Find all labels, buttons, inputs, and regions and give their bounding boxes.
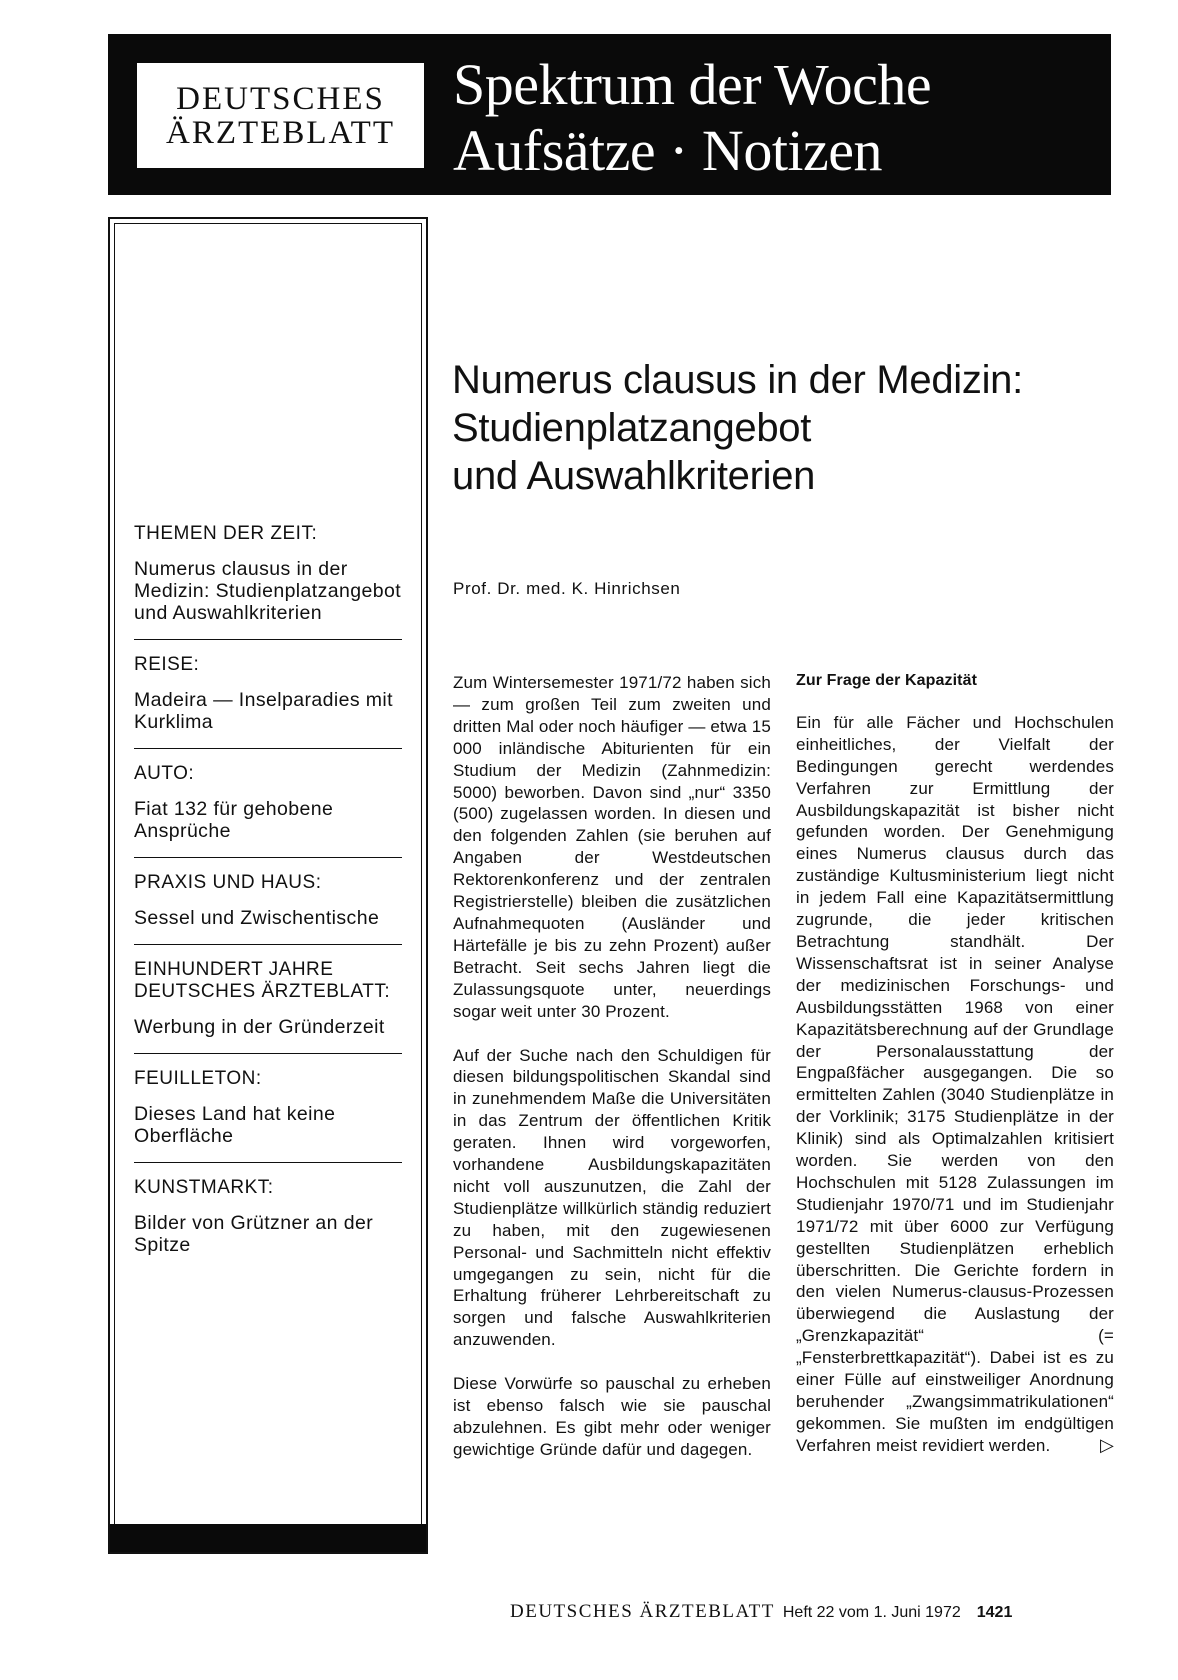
journal-logo bbox=[137, 63, 424, 168]
section-title bbox=[453, 52, 931, 184]
toc-section[interactable] bbox=[134, 959, 404, 1054]
paragraph bbox=[796, 712, 1114, 1457]
toc-text: Numerus clausus in der Medizin: Studienplatzangebot und Auswahlkriterien bbox=[134, 558, 402, 624]
toc-text: Sessel und Zwischentische bbox=[134, 907, 380, 929]
toc-heading: PRAXIS UND HAUS: bbox=[134, 872, 322, 893]
toc-section[interactable] bbox=[134, 872, 404, 945]
article-title-line-1: Numerus clausus in der Medizin: bbox=[452, 358, 1023, 402]
paragraph: Zum Wintersemester 1971/72 haben sich — zum großen Teil zum zweiten und dritten Mal oder noch häufiger — etwa 15 000 inländische Abiturienten für ein Studium der Medizin (Zahnmedizin: 5000) beworben. Davon sind „nur“ 3350 (500) zugelassen worden. In diesen und den folgenden Zahlen (sie beruhen auf Angaben der Westdeutschen Rektorenkonferenz und der zentralen Registrierstelle) bleiben die zusätzlichen Aufnahmequoten (Ausländer und Härtefälle je bis zu zehn Prozent) außer Betracht. Seit sechs Jahren liegt die Zulassungsquote unter, neuerdings sogar weit unter 30 Prozent. bbox=[453, 673, 771, 1021]
article-title-line-2: Studienplatzangebot bbox=[452, 406, 812, 450]
table-of-contents bbox=[134, 523, 404, 1286]
toc-section[interactable] bbox=[134, 1177, 404, 1272]
toc-heading: FEUILLETON: bbox=[134, 1068, 262, 1089]
toc-section[interactable] bbox=[134, 1068, 404, 1163]
continue-arrow-icon: ▷ bbox=[1100, 1434, 1114, 1455]
toc-text: Werbung in der Gründerzeit bbox=[134, 1016, 385, 1038]
article-author: Prof. Dr. med. K. Hinrichsen bbox=[453, 579, 681, 598]
page-number: 1421 bbox=[976, 1604, 1013, 1621]
paragraph-text: Ein für alle Fächer und Hochschulen einheitliches, der Vielfalt der Bedingungen gerecht werdendes Verfahren zur Ermittlung der Ausbildungskapazität ist bisher nicht gefunden worden. Der Genehmigung eines Numerus clausus durch das zuständige Kultusministerium liegt nicht in jedem Fall eine Kapazitätsermittlung zugrunde, die jeder kritischen Betrachtung standhält. Der Wissenschaftsrat ist in seiner Analyse der medizinischen Forschungs- und Ausbildungsstätten 1968 von einer Kapazitätsberechnung auf der Grundlage der Personalausstattung der Engpaßfächer ausgegangen. Die so ermittelten Zahlen (3040 Studienplätze in der Vorklinik; 3175 Studienplätze in der Klinik) sind als Optimalzahlen kritisiert worden. Sie werden von den Hochschulen mit 5128 Zulassungen im Studienjahr 1970/71 und im Studienjahr 1971/72 mit über 6000 zur Verfügung gestellten Studienplätzen erheblich überschritten. Die Gerichte fordern in den vielen Numerus-clausus-Prozessen überwiegend die Auslastung der „Grenzkapazität“ (= „Fensterbrettkapazität“). Dabei ist es zu einer Fülle auf einstweiliger Anordnung beruhender „Zwangsimmatrikulationen“ gekommen. Sie mußten im endgültigen Verfahren meist revidiert werden. bbox=[796, 712, 1114, 1455]
toc-text: Madeira — Inselparadies mit Kurklima bbox=[134, 689, 393, 733]
toc-heading: AUTO: bbox=[134, 763, 195, 784]
toc-section[interactable] bbox=[134, 763, 404, 858]
toc-heading: EINHUNDERT JAHRE DEUTSCHES ÄRZTEBLATT: bbox=[134, 959, 391, 1002]
toc-section[interactable] bbox=[134, 654, 404, 749]
footer-brand: DEUTSCHES ÄRZTEBLATT bbox=[510, 1601, 775, 1622]
toc-text: Fiat 132 für gehobene Ansprüche bbox=[134, 798, 334, 842]
toc-heading: KUNSTMARKT: bbox=[134, 1177, 274, 1198]
article-column-2 bbox=[796, 670, 1114, 1479]
toc-section[interactable] bbox=[134, 523, 404, 640]
page-footer bbox=[510, 1601, 1012, 1623]
footer-issue: Heft 22 vom 1. Juni 1972 bbox=[782, 1604, 961, 1621]
toc-heading: REISE: bbox=[134, 654, 200, 675]
toc-text: Dieses Land hat keine Oberfläche bbox=[134, 1103, 336, 1147]
subheading: Zur Frage der Kapazität bbox=[796, 672, 978, 689]
article-title bbox=[452, 356, 1112, 500]
article-title-line-3: und Auswahlkriterien bbox=[452, 454, 816, 498]
sidebar-bottom-bar bbox=[110, 1524, 426, 1552]
toc-text: Bilder von Grützner an der Spitze bbox=[134, 1212, 374, 1256]
logo-line-2: ÄRZTEBLATT bbox=[166, 114, 395, 151]
section-title-line-2: Aufsätze · Notizen bbox=[453, 118, 883, 183]
paragraph: Diese Vorwürfe so pauschal zu erheben ist ebenso falsch wie sie pauschal abzulehnen. Es gibt mehr oder weniger gewichtige Gründe dafür und dagegen. bbox=[453, 1374, 771, 1459]
sidebar-contents bbox=[108, 217, 428, 1554]
paragraph: Auf der Suche nach den Schuldigen für diesen bildungspolitischen Skandal sind in zunehmendem Maße die Universitäten in das Zentrum der öffentlichen Kritik geraten. Ihnen wird vorgeworfen, vorhandene Ausbildungskapazitäten nicht voll auszunutzen, die Zahl der Studienplätze willkürlich ständig reduziert zu haben, mit den zugewiesenen Personal- und Sachmitteln nicht effektiv umgegangen zu sein, nicht für die Erhaltung früherer Lehrbereitschaft zu sorgen und falsche Auswahlkriterien anzuwenden. bbox=[453, 1045, 771, 1350]
masthead bbox=[108, 34, 1111, 195]
article-column-1 bbox=[453, 672, 771, 1483]
toc-heading: THEMEN DER ZEIT: bbox=[134, 523, 318, 544]
section-title-line-1: Spektrum der Woche bbox=[453, 52, 932, 117]
logo-line-1: DEUTSCHES bbox=[176, 80, 385, 117]
